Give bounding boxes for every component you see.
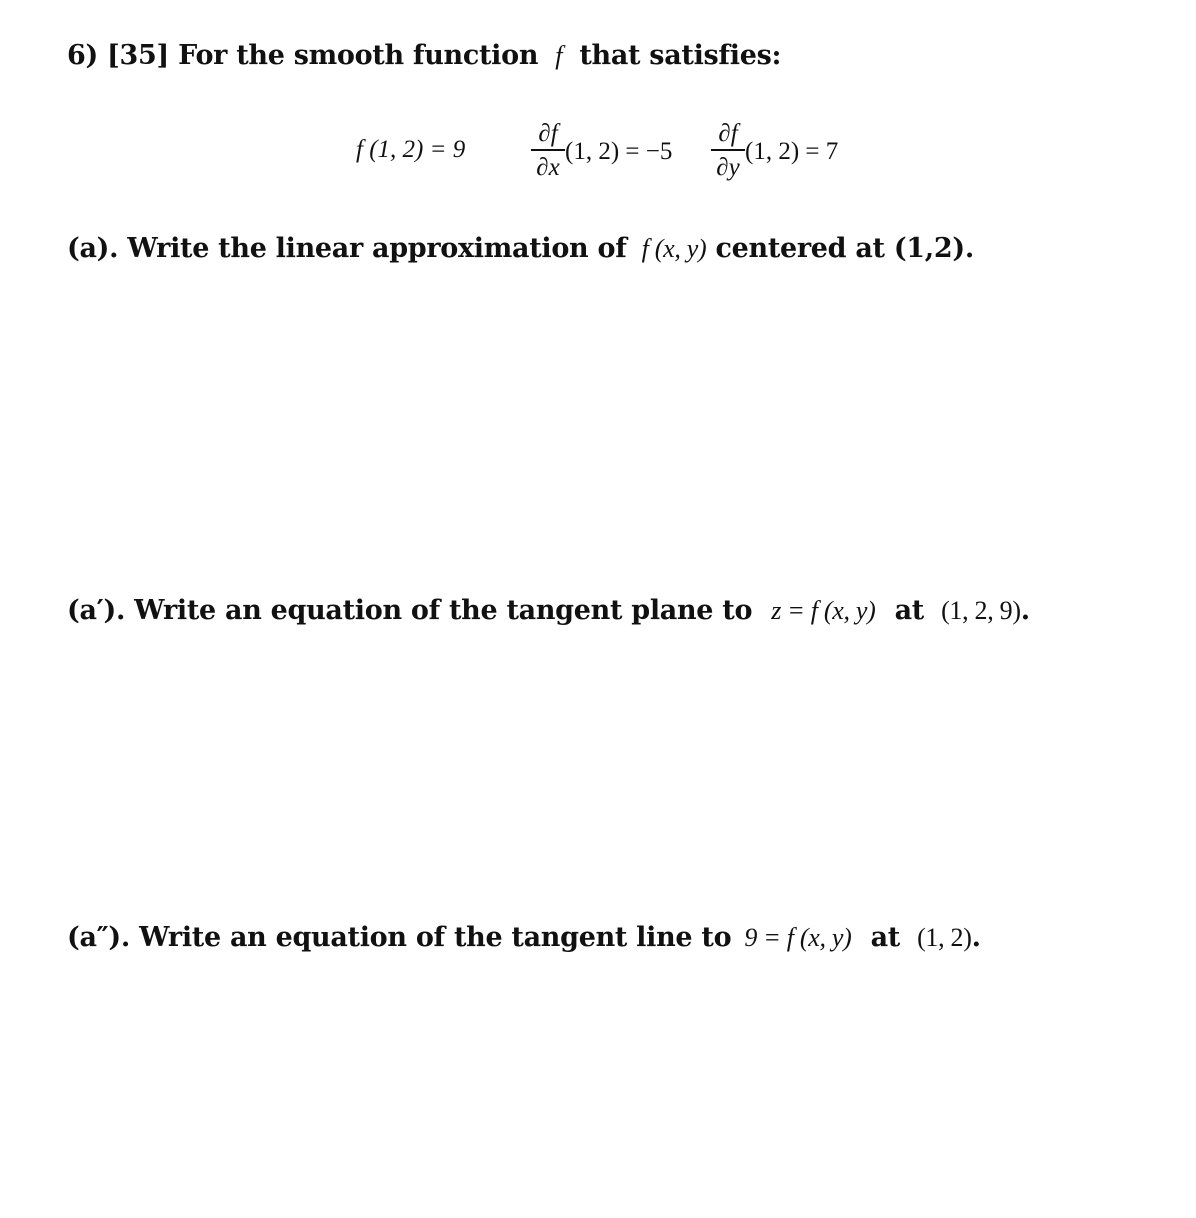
part-a-prime-question xyxy=(67,595,1030,626)
part-a-double-prime-equation: 9 = f (x, y) xyxy=(744,923,852,952)
part-a-function: f (x, y) xyxy=(641,234,707,263)
given-function-value: f (1, 2) = 9 xyxy=(356,136,466,163)
part-a-prime-text: (a′). Write an equation of the tangent plane to xyxy=(67,595,753,626)
partial-x-value: (1, 2) = −5 xyxy=(565,138,673,165)
part-a-prime-equation: z = f (x, y) xyxy=(771,596,876,625)
part-a-prime-at: at xyxy=(894,595,924,626)
part-a-double-prime-question xyxy=(67,922,981,953)
partial-y-numerator: ∂f xyxy=(718,120,738,147)
partial-x-numerator: ∂f xyxy=(538,120,558,147)
part-a-double-prime-period: . xyxy=(971,922,981,953)
fraction-bar xyxy=(531,149,565,151)
part-a-prime-period: . xyxy=(1020,595,1030,626)
partial-y-denominator: ∂y xyxy=(716,153,740,181)
part-a-text: (a). Write the linear approximation of xyxy=(67,233,627,264)
partial-x-denominator: ∂x xyxy=(536,153,560,181)
fraction-bar xyxy=(711,149,745,151)
heading-function-variable: f xyxy=(555,41,563,70)
partial-y-fraction xyxy=(711,121,745,180)
part-a-suffix: centered at (1,2). xyxy=(715,233,974,264)
part-a-question xyxy=(67,233,974,264)
part-a-double-prime-text: (a″). Write an equation of the tangent line to xyxy=(67,922,732,953)
problem-heading xyxy=(67,40,781,71)
part-a-prime-point: (1, 2, 9) xyxy=(941,596,1021,625)
heading-prefix: 6) [35] For the smooth function xyxy=(67,40,539,71)
part-a-double-prime-point: (1, 2) xyxy=(917,923,972,952)
partial-y-value: (1, 2) = 7 xyxy=(745,138,839,165)
heading-suffix: that satisfies: xyxy=(579,40,782,71)
part-a-double-prime-at: at xyxy=(870,922,900,953)
partial-x-fraction xyxy=(531,121,565,180)
